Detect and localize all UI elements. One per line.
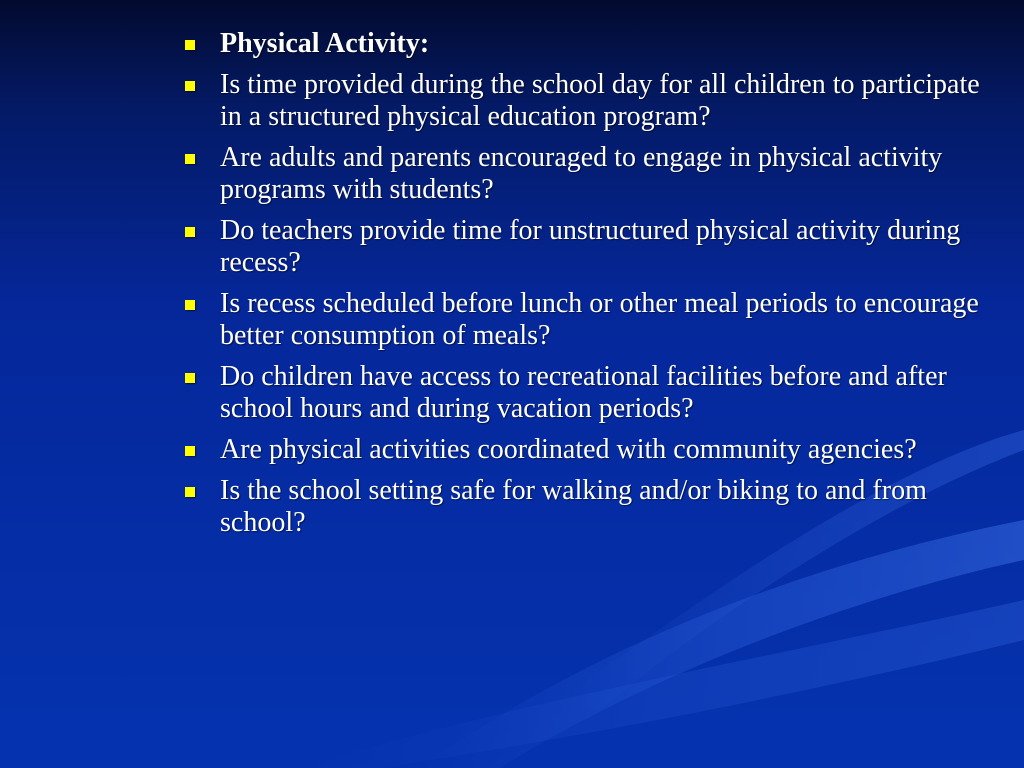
bullet-text: Is recess scheduled before lunch or other meal periods to encourage better consumption of meals? (220, 288, 979, 351)
square-bullet-icon (185, 300, 195, 310)
bullet-item (182, 361, 982, 425)
bullet-text: Is time provided during the school day for all children to participate in a structured physical education program? (220, 69, 980, 132)
square-bullet-icon (185, 373, 195, 383)
bullet-item (182, 288, 982, 352)
bullet-list (182, 28, 982, 539)
square-bullet-icon (185, 40, 195, 50)
bullet-text: Are physical activities coordinated with community agencies? (220, 434, 917, 465)
bullet-text: Is the school setting safe for walking and/or biking to and from school? (220, 475, 927, 538)
bullet-item (182, 215, 982, 279)
bullet-item (182, 142, 982, 206)
square-bullet-icon (185, 487, 195, 497)
square-bullet-icon (185, 81, 195, 91)
square-bullet-icon (185, 227, 195, 237)
bullet-item-heading (182, 28, 982, 60)
bullet-text: Do children have access to recreational facilities before and after school hours and during vacation periods? (220, 361, 947, 424)
bullet-text: Physical Activity: (220, 28, 430, 59)
slide-body (182, 28, 982, 548)
bullet-text: Do teachers provide time for unstructured physical activity during recess? (220, 215, 961, 278)
bullet-item (182, 434, 982, 466)
bullet-item (182, 475, 982, 539)
bullet-text: Are adults and parents encouraged to engage in physical activity programs with students? (220, 142, 943, 205)
square-bullet-icon (185, 154, 195, 164)
bullet-item (182, 69, 982, 133)
square-bullet-icon (185, 446, 195, 456)
